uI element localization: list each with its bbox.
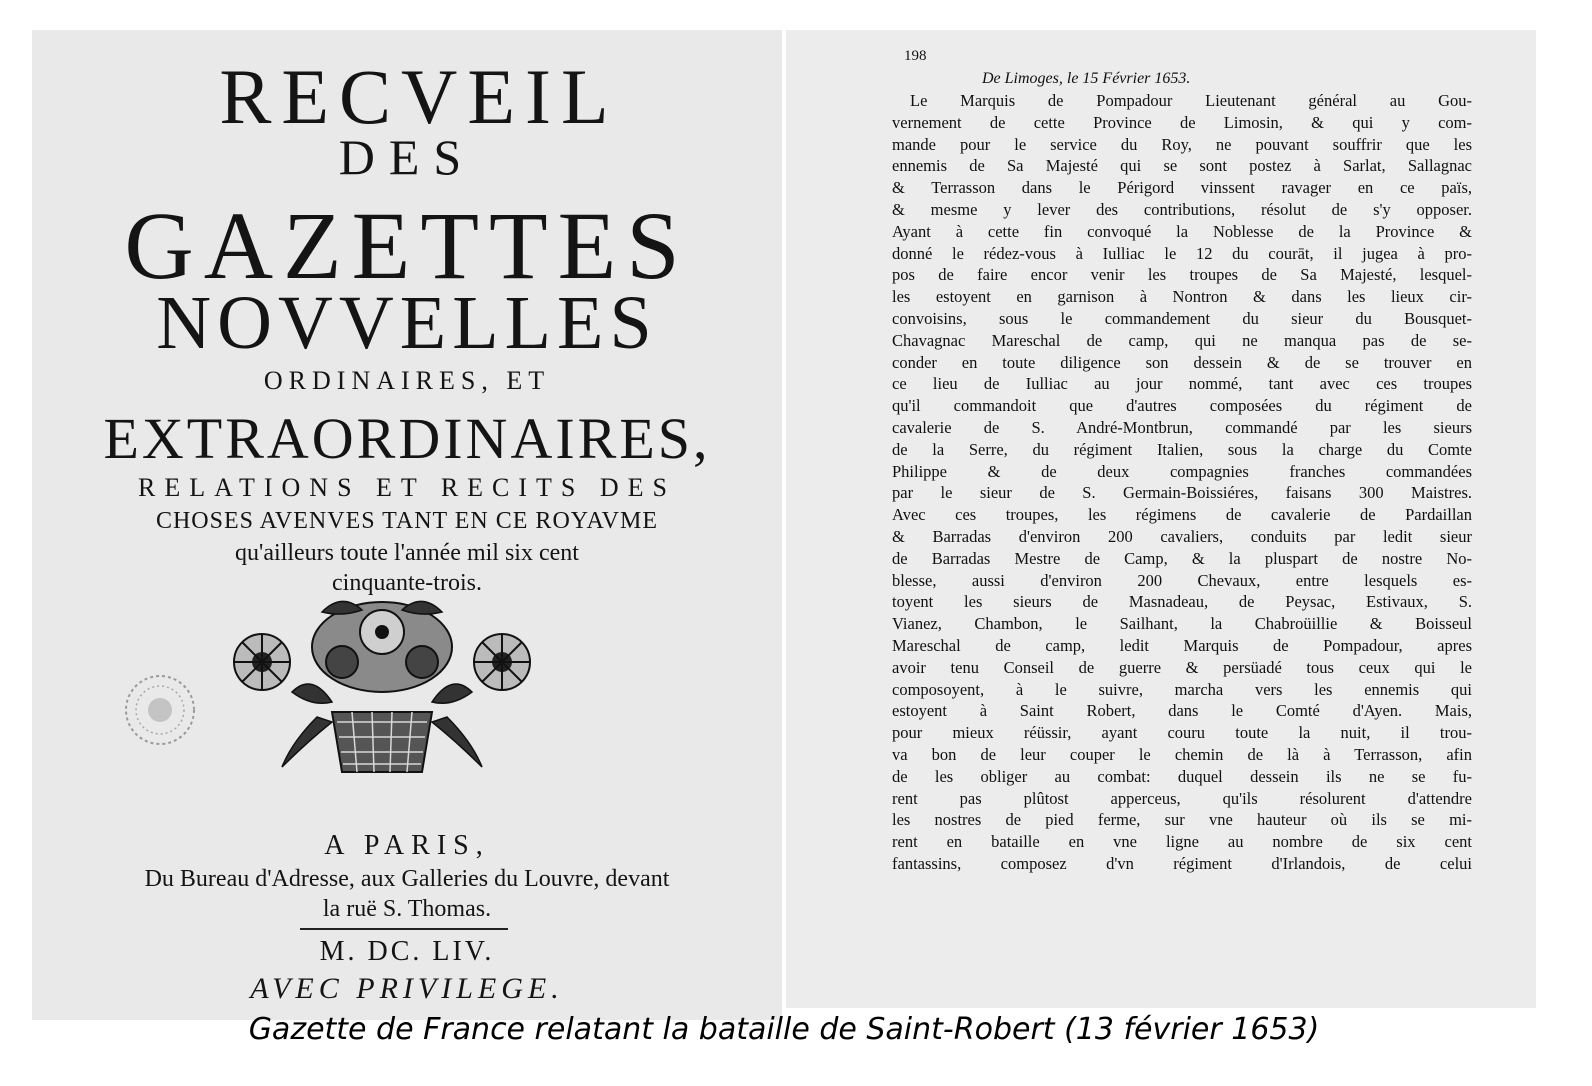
text-line: donné le rédez-vous à Iulliac le 12 du courāt, il jugea à pro-	[892, 243, 1472, 263]
text-line: rent en bataille en vne ligne au nombre de six cent	[892, 832, 1472, 852]
text-line: rent pas plûtost apperceus, qu'ils résolurent d'attendre	[892, 788, 1472, 808]
title-gazettes: GAZETTES	[124, 192, 690, 299]
library-stamp-icon	[120, 670, 200, 750]
imprint-year: M. DC. LIV.	[319, 936, 495, 967]
text-line: composoyent, à le suivre, marcha vers les ennemis qui	[892, 679, 1472, 699]
dateline: De Limoges, le 15 Février 1653.	[982, 70, 1191, 87]
title-recueil: RECVEIL	[219, 53, 619, 140]
gazette-page	[786, 30, 1536, 1008]
title-nouvelles: NOVVELLES	[156, 281, 658, 365]
subtitle-relations: RELATIONS ET RECITS DES	[137, 473, 677, 502]
text-line: vernement de cette Province de Limosin, & qui y com-	[892, 112, 1472, 132]
text-line: fantassins, composez d'vn régiment d'Irlandois, de celui	[892, 853, 1472, 873]
imprint-street: la ruë S. Thomas.	[322, 896, 492, 922]
text-line: de la Serre, du régiment Italien, sous la charge du Comte	[892, 439, 1472, 459]
text-line: Vianez, Chambon, le Sailhant, la Chabroüillie & Boisseul	[892, 614, 1472, 634]
text-line: estoyent à Saint Robert, dans le Comté d'Ayen. Mais,	[892, 701, 1472, 721]
imprint-privilege: AVEC PRIVILEGE.	[250, 972, 564, 1005]
gazette-body-text	[892, 90, 1472, 875]
subtitle-year-words: cinquante-trois.	[332, 570, 482, 596]
subtitle-ailleurs: qu'ailleurs toute l'année mil six cent	[235, 540, 579, 566]
text-line: & mesme y lever des contributions, résolut de s'y opposer.	[892, 199, 1472, 219]
title-des: DES	[338, 129, 476, 185]
imprint-divider	[300, 928, 508, 930]
text-line: & Terrasson dans le Périgord vinssent ravager en ce païs,	[892, 178, 1472, 198]
text-line: convoisins, sous le commandement du sieur du Bousquet-	[892, 308, 1472, 328]
title-extraordinaires: EXTRAORDINAIRES,	[103, 406, 711, 471]
page-number: 198	[904, 48, 927, 64]
text-line: qu'il commandoit que d'autres composées du régiment de	[892, 396, 1472, 416]
text-line: Mareschal de camp, ledit Marquis de Pompadour, apres	[892, 635, 1472, 655]
text-line: mande pour le service du Roy, ne pouvant souffrir que les	[892, 134, 1472, 154]
text-line: Avec ces troupes, les régimens de cavalerie de Pardaillan	[892, 505, 1472, 525]
text-line: de Barradas Mestre de Camp, & la pluspart de nostre No-	[892, 548, 1472, 568]
text-line: Philippe & de deux compagnies franches commandées	[892, 461, 1472, 481]
text-line: & Barradas d'environ 200 cavaliers, conduits par ledit sieur	[892, 526, 1472, 546]
text-line: ce lieu de Iulliac au jour nommé, tant avec ces troupes	[892, 374, 1472, 394]
text-line: les estoyent en garnison à Nontron & dans les lieux cir-	[892, 287, 1472, 307]
text-line: conder en toute diligence son dessein & de se trouver en	[892, 352, 1472, 372]
flower-basket-ornament-icon	[222, 592, 542, 782]
imprint-paris: A PARIS,	[324, 830, 490, 861]
text-line: ennemis de Sa Majesté qui se sont postez à Sarlat, Sallagnac	[892, 156, 1472, 176]
text-line: de les obliger au combat: duquel dessein ils ne se fu-	[892, 766, 1472, 786]
text-line: Le Marquis de Pompadour Lieutenant général au Gou-	[910, 91, 1472, 110]
text-line: pos de faire encor venir les troupes de Sa Majesté, lesquel-	[892, 265, 1472, 285]
text-line: va bon de leur couper le chemin de là à Terrasson, afin	[892, 744, 1472, 764]
text-line: cavalerie de S. André-Montbrun, commandé par les sieurs	[892, 417, 1472, 437]
text-line: Chavagnac Mareschal de camp, qui ne manqua pas de se-	[892, 330, 1472, 350]
text-line: les nostres de pied ferme, sur vne hauteur où ils se mi-	[892, 810, 1472, 830]
title-ordinaires: ORDINAIRES, ET	[263, 366, 551, 395]
imprint-bureau: Du Bureau d'Adresse, aux Galleries du Louvre, devant	[144, 866, 670, 892]
text-line: blesse, aussi d'environ 200 Chevaux, entre lesquels es-	[892, 570, 1472, 590]
text-line: Ayant à cette fin convoqué la Noblesse de la Province &	[892, 221, 1472, 241]
text-line: avoir tenu Conseil de guerre & persüadé tous ceux qui le	[892, 657, 1472, 677]
text-line: pour mieux réüssir, ayant couru toute la nuit, il trou-	[892, 723, 1472, 743]
text-line: par le sieur de S. Germain-Boissiéres, faisans 300 Maistres.	[892, 483, 1472, 503]
title-page	[32, 30, 782, 1020]
figure-caption: Gazette de France relatant la bataille de Saint-Robert (13 février 1653)	[248, 1012, 1320, 1047]
subtitle-choses: CHOSES AVENVES TANT EN CE ROYAVME	[155, 508, 659, 534]
text-line: toyent les sieurs de Masnadeau, de Peysac, Estivaux, S.	[892, 592, 1472, 612]
